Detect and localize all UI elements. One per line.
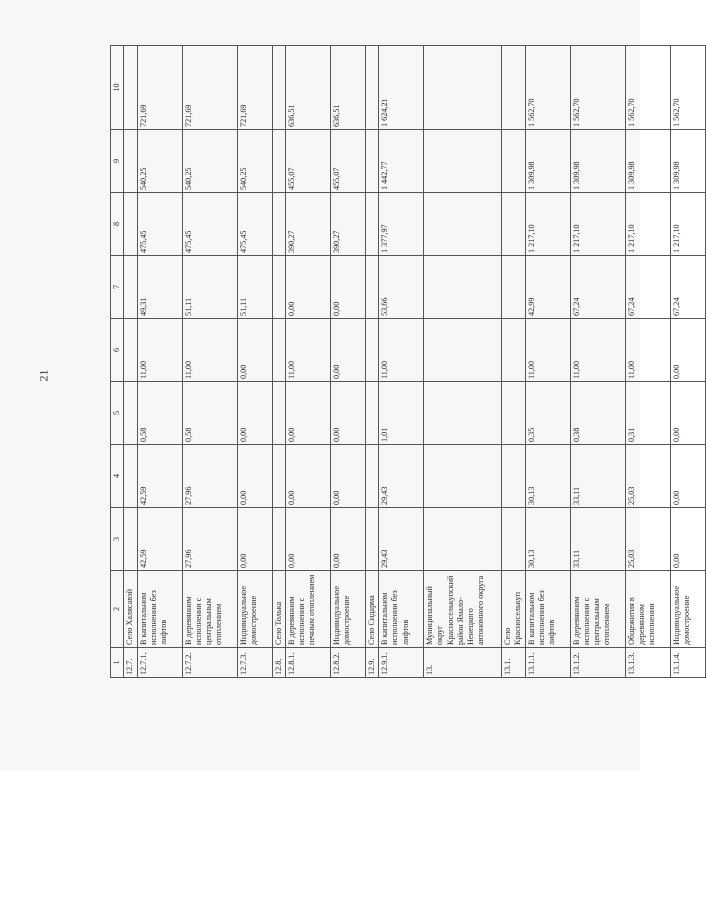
value-cell: 540,25 [237,130,272,193]
value-cell: 0,31 [625,382,670,445]
table-row [237,46,272,678]
table-row [379,46,424,678]
housing-type-cell: В капитальном исполнении без лифтов [137,571,182,648]
value-cell: 1 562,70 [525,46,570,130]
value-cell: 25,03 [625,508,670,571]
column-number-cell: 2 [111,571,124,648]
empty-cell [272,46,285,130]
empty-cell [424,382,502,445]
column-number-cell: 6 [111,319,124,382]
value-cell: 25,03 [625,445,670,508]
value-cell: 1 562,70 [670,46,705,130]
value-cell: 1 217,10 [570,193,625,256]
value-cell: 51,11 [237,256,272,319]
value-cell: 42,99 [525,256,570,319]
settlement-name-cell: Село Халясавэй [124,571,137,648]
empty-cell [365,256,378,319]
empty-cell [124,508,137,571]
empty-cell [424,256,502,319]
value-cell: 11,00 [525,319,570,382]
empty-cell [424,445,502,508]
housing-type-cell: В деревянном исполнении с центральным отоплением [570,571,625,648]
empty-cell [365,46,378,130]
column-number-cell: 7 [111,256,124,319]
empty-cell [272,193,285,256]
table-body [111,46,706,678]
value-cell: 11,00 [625,319,670,382]
empty-cell [272,508,285,571]
empty-cell [502,130,526,193]
empty-cell [365,508,378,571]
value-cell: 1,01 [379,382,424,445]
row-number-cell: 12.8.2. [330,648,365,678]
empty-cell [365,193,378,256]
table-row [670,46,705,678]
column-number-cell: 9 [111,130,124,193]
row-number-cell: 12.9.1. [379,648,424,678]
table-row [182,46,237,678]
empty-cell [124,46,137,130]
table-row [570,46,625,678]
value-cell: 27,96 [182,445,237,508]
row-number-cell: 12.9. [365,648,378,678]
empty-cell [124,319,137,382]
value-cell: 67,24 [625,256,670,319]
value-cell: 0,00 [285,445,330,508]
value-cell: 0,00 [670,382,705,445]
table-row [330,46,365,678]
row-number-cell: 13.1.1. [525,648,570,678]
page-number: 21 [36,369,51,382]
empty-cell [365,130,378,193]
column-number-cell: 3 [111,508,124,571]
settlement-row [272,46,285,678]
value-cell: 636,51 [285,46,330,130]
empty-cell [365,445,378,508]
value-cell: 0,00 [330,256,365,319]
settlement-name-cell: Село Сидарма [365,571,378,648]
value-cell: 1 309,98 [670,130,705,193]
value-cell: 49,31 [137,256,182,319]
value-cell: 67,24 [670,256,705,319]
column-number-cell: 5 [111,382,124,445]
empty-cell [272,256,285,319]
settlement-row [502,46,526,678]
empty-cell [272,382,285,445]
value-cell: 11,00 [285,319,330,382]
value-cell: 1 309,98 [570,130,625,193]
value-cell: 42,59 [137,445,182,508]
value-cell: 0,00 [670,445,705,508]
empty-cell [424,508,502,571]
value-cell: 1 442,77 [379,130,424,193]
value-cell: 0,00 [237,445,272,508]
empty-cell [502,319,526,382]
empty-cell [424,193,502,256]
row-number-cell: 12.8.1. [285,648,330,678]
empty-cell [272,130,285,193]
empty-cell [124,445,137,508]
column-number-cell: 4 [111,445,124,508]
value-cell: 1 562,70 [570,46,625,130]
value-cell: 0,58 [182,382,237,445]
value-cell: 0,00 [285,256,330,319]
empty-cell [502,256,526,319]
housing-type-cell: Индивидуальное домостроение [330,571,365,648]
section-row [424,46,502,678]
housing-type-cell: Индивидуальное домостроение [237,571,272,648]
housing-type-cell: В деревянном исполнении с центральным отоплением [182,571,237,648]
empty-cell [365,319,378,382]
value-cell: 42,59 [137,508,182,571]
value-cell: 27,96 [182,508,237,571]
empty-cell [502,46,526,130]
tariff-table-wrapper [110,46,691,678]
settlement-row [365,46,378,678]
value-cell: 540,25 [182,130,237,193]
value-cell: 0,00 [237,382,272,445]
empty-cell [424,319,502,382]
value-cell: 390,27 [330,193,365,256]
value-cell: 51,11 [182,256,237,319]
value-cell: 11,00 [182,319,237,382]
settlement-name-cell: Село Толька [272,571,285,648]
row-number-cell: 12.8. [272,648,285,678]
value-cell: 0,00 [330,508,365,571]
row-number-cell: 12.7.1. [137,648,182,678]
housing-type-cell: В капитальном исполнении без лифтов [525,571,570,648]
value-cell: 11,00 [137,319,182,382]
value-cell: 67,24 [570,256,625,319]
value-cell: 1 562,70 [625,46,670,130]
value-cell: 475,45 [137,193,182,256]
value-cell: 0,00 [670,319,705,382]
value-cell: 33,11 [570,508,625,571]
value-cell: 721,69 [182,46,237,130]
row-number-cell: 12.7. [124,648,137,678]
value-cell: 0,00 [330,319,365,382]
value-cell: 1 217,10 [670,193,705,256]
value-cell: 455,07 [330,130,365,193]
value-cell: 390,27 [285,193,330,256]
empty-cell [365,382,378,445]
municipality-name-cell: Муниципальный округ Красноселькупский район Ямало-Ненецкого автономного округа [424,571,502,648]
empty-cell [502,382,526,445]
value-cell: 29,43 [379,508,424,571]
row-number-cell: 12.7.3. [237,648,272,678]
empty-cell [124,382,137,445]
value-cell: 0,00 [285,508,330,571]
row-number-cell: 13.1. [502,648,526,678]
value-cell: 1 377,97 [379,193,424,256]
value-cell: 1 624,21 [379,46,424,130]
settlement-name-cell: Село Красноселькуп [502,571,526,648]
housing-type-cell: Индивидуальное домостроение [670,571,705,648]
empty-cell [424,46,502,130]
table-row [285,46,330,678]
housing-type-cell: В деревянном исполнении с печным отоплением [285,571,330,648]
empty-cell [124,193,137,256]
column-number-row [111,46,124,678]
value-cell: 0,00 [330,382,365,445]
row-number-cell: 13.1.2. [570,648,625,678]
empty-cell [502,193,526,256]
value-cell: 0,38 [570,382,625,445]
value-cell: 53,66 [379,256,424,319]
value-cell: 0,00 [285,382,330,445]
empty-cell [124,256,137,319]
value-cell: 11,00 [379,319,424,382]
value-cell: 0,35 [525,382,570,445]
value-cell: 540,25 [137,130,182,193]
value-cell: 721,69 [137,46,182,130]
housing-type-cell: В капитальном исполнении без лифтов [379,571,424,648]
value-cell: 0,00 [330,445,365,508]
settlement-row [124,46,137,678]
row-number-cell: 13.1.3. [625,648,670,678]
value-cell: 636,51 [330,46,365,130]
value-cell: 721,69 [237,46,272,130]
column-number-cell: 8 [111,193,124,256]
value-cell: 0,00 [237,319,272,382]
value-cell: 0,58 [137,382,182,445]
housing-type-cell: Общежития в деревянном исполнении [625,571,670,648]
column-number-cell: 1 [111,648,124,678]
empty-cell [424,130,502,193]
value-cell: 11,00 [570,319,625,382]
table-row [625,46,670,678]
value-cell: 1 309,98 [625,130,670,193]
value-cell: 475,45 [182,193,237,256]
empty-cell [272,319,285,382]
empty-cell [502,445,526,508]
value-cell: 1 309,98 [525,130,570,193]
value-cell: 0,00 [237,508,272,571]
row-number-cell: 12.7.2. [182,648,237,678]
column-number-cell: 10 [111,46,124,130]
value-cell: 30,13 [525,508,570,571]
value-cell: 0,00 [670,508,705,571]
value-cell: 30,13 [525,445,570,508]
value-cell: 1 217,10 [625,193,670,256]
row-number-cell: 13. [424,648,502,678]
value-cell: 29,43 [379,445,424,508]
row-number-cell: 13.1.4. [670,648,705,678]
empty-cell [124,130,137,193]
value-cell: 475,45 [237,193,272,256]
value-cell: 33,11 [570,445,625,508]
value-cell: 455,07 [285,130,330,193]
tariff-table [110,45,706,678]
value-cell: 1 217,10 [525,193,570,256]
table-row [137,46,182,678]
empty-cell [272,445,285,508]
empty-cell [502,508,526,571]
table-row [525,46,570,678]
